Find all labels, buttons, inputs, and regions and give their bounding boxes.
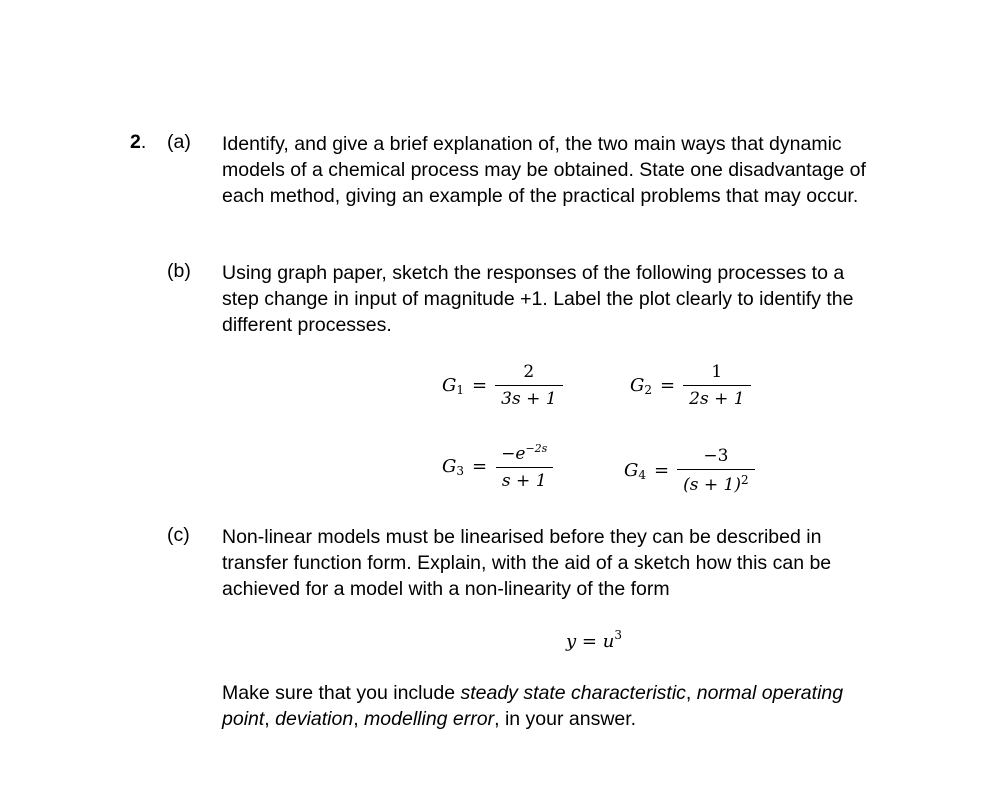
part-b-line: step change in input of magnitude +1. Label the plot clearly to identify the: [222, 288, 854, 310]
g3-numerator: $-e^{-2s}$: [501, 442, 548, 464]
g4-lhs: $G_4$: [624, 459, 647, 482]
g1-numerator: 2: [523, 362, 535, 382]
part-c-line: Non-linear models must be linearised before they can be described in: [222, 526, 822, 548]
part-c-text: [222, 524, 977, 602]
g2-fraction: [683, 362, 750, 409]
g2-numerator: 1: [711, 362, 723, 382]
g1-equals: =: [472, 375, 488, 396]
term-modelling-error: modelling error: [364, 708, 495, 730]
nonlinearity-equals: =: [581, 631, 597, 652]
part-b-line: different processes.: [222, 314, 392, 336]
g1-fraction: [495, 362, 562, 409]
part-a-label: (a): [167, 131, 191, 153]
g4-equals: =: [654, 460, 670, 481]
nonlinearity-lhs: y: [566, 631, 577, 652]
part-b-line: Using graph paper, sketch the responses of the following processes to a: [222, 262, 845, 284]
g2-lhs: $G_2$: [630, 374, 653, 397]
g2-equals: =: [660, 375, 676, 396]
g3-denominator: s + 1: [496, 467, 553, 491]
question-number: 2.: [130, 131, 147, 153]
equation-nonlinearity: [566, 628, 622, 652]
equation-g1: [442, 362, 563, 409]
term-steady-state: steady state characteristic: [460, 682, 686, 704]
g1-lhs: $G_1$: [442, 374, 465, 397]
equation-g4: [624, 446, 755, 495]
part-c-line: achieved for a model with a non-linearity of the form: [222, 578, 670, 600]
closing-line-2: point, deviation, modelling error, in your answer.: [222, 708, 637, 730]
g3-equals: =: [472, 456, 488, 477]
term-normal-operating: normal operating: [696, 682, 844, 704]
part-c-closing: [222, 680, 977, 732]
part-a-text: [222, 131, 977, 209]
g4-denominator: $(s + 1)^2$: [677, 469, 755, 495]
g1-denominator: 3s + 1: [495, 385, 562, 409]
g3-fraction: [495, 442, 553, 491]
equation-g3: [442, 442, 553, 491]
equation-g2: [630, 362, 751, 409]
term-deviation: deviation: [275, 708, 354, 730]
part-c-label: (c): [167, 524, 190, 546]
part-b-label: (b): [167, 260, 191, 282]
part-a-line: each method, giving an example of the practical problems that may occur.: [222, 185, 859, 207]
g4-numerator: −3: [703, 446, 729, 466]
g2-denominator: 2s + 1: [683, 385, 750, 409]
nonlinearity-rhs: $u^3$: [602, 628, 622, 652]
part-b-text: [222, 260, 977, 338]
term-point: point: [222, 708, 265, 730]
closing-line-1: Make sure that you include steady state characteristic, normal operating: [222, 682, 844, 704]
g3-lhs: $G_3$: [442, 455, 465, 478]
part-c-line: transfer function form. Explain, with the aid of a sketch how this can be: [222, 552, 832, 574]
part-a-line: Identify, and give a brief explanation of, the two main ways that dynamic: [222, 133, 842, 155]
g4-fraction: [677, 446, 755, 495]
part-a-line: models of a chemical process may be obtained. State one disadvantage of: [222, 159, 866, 181]
